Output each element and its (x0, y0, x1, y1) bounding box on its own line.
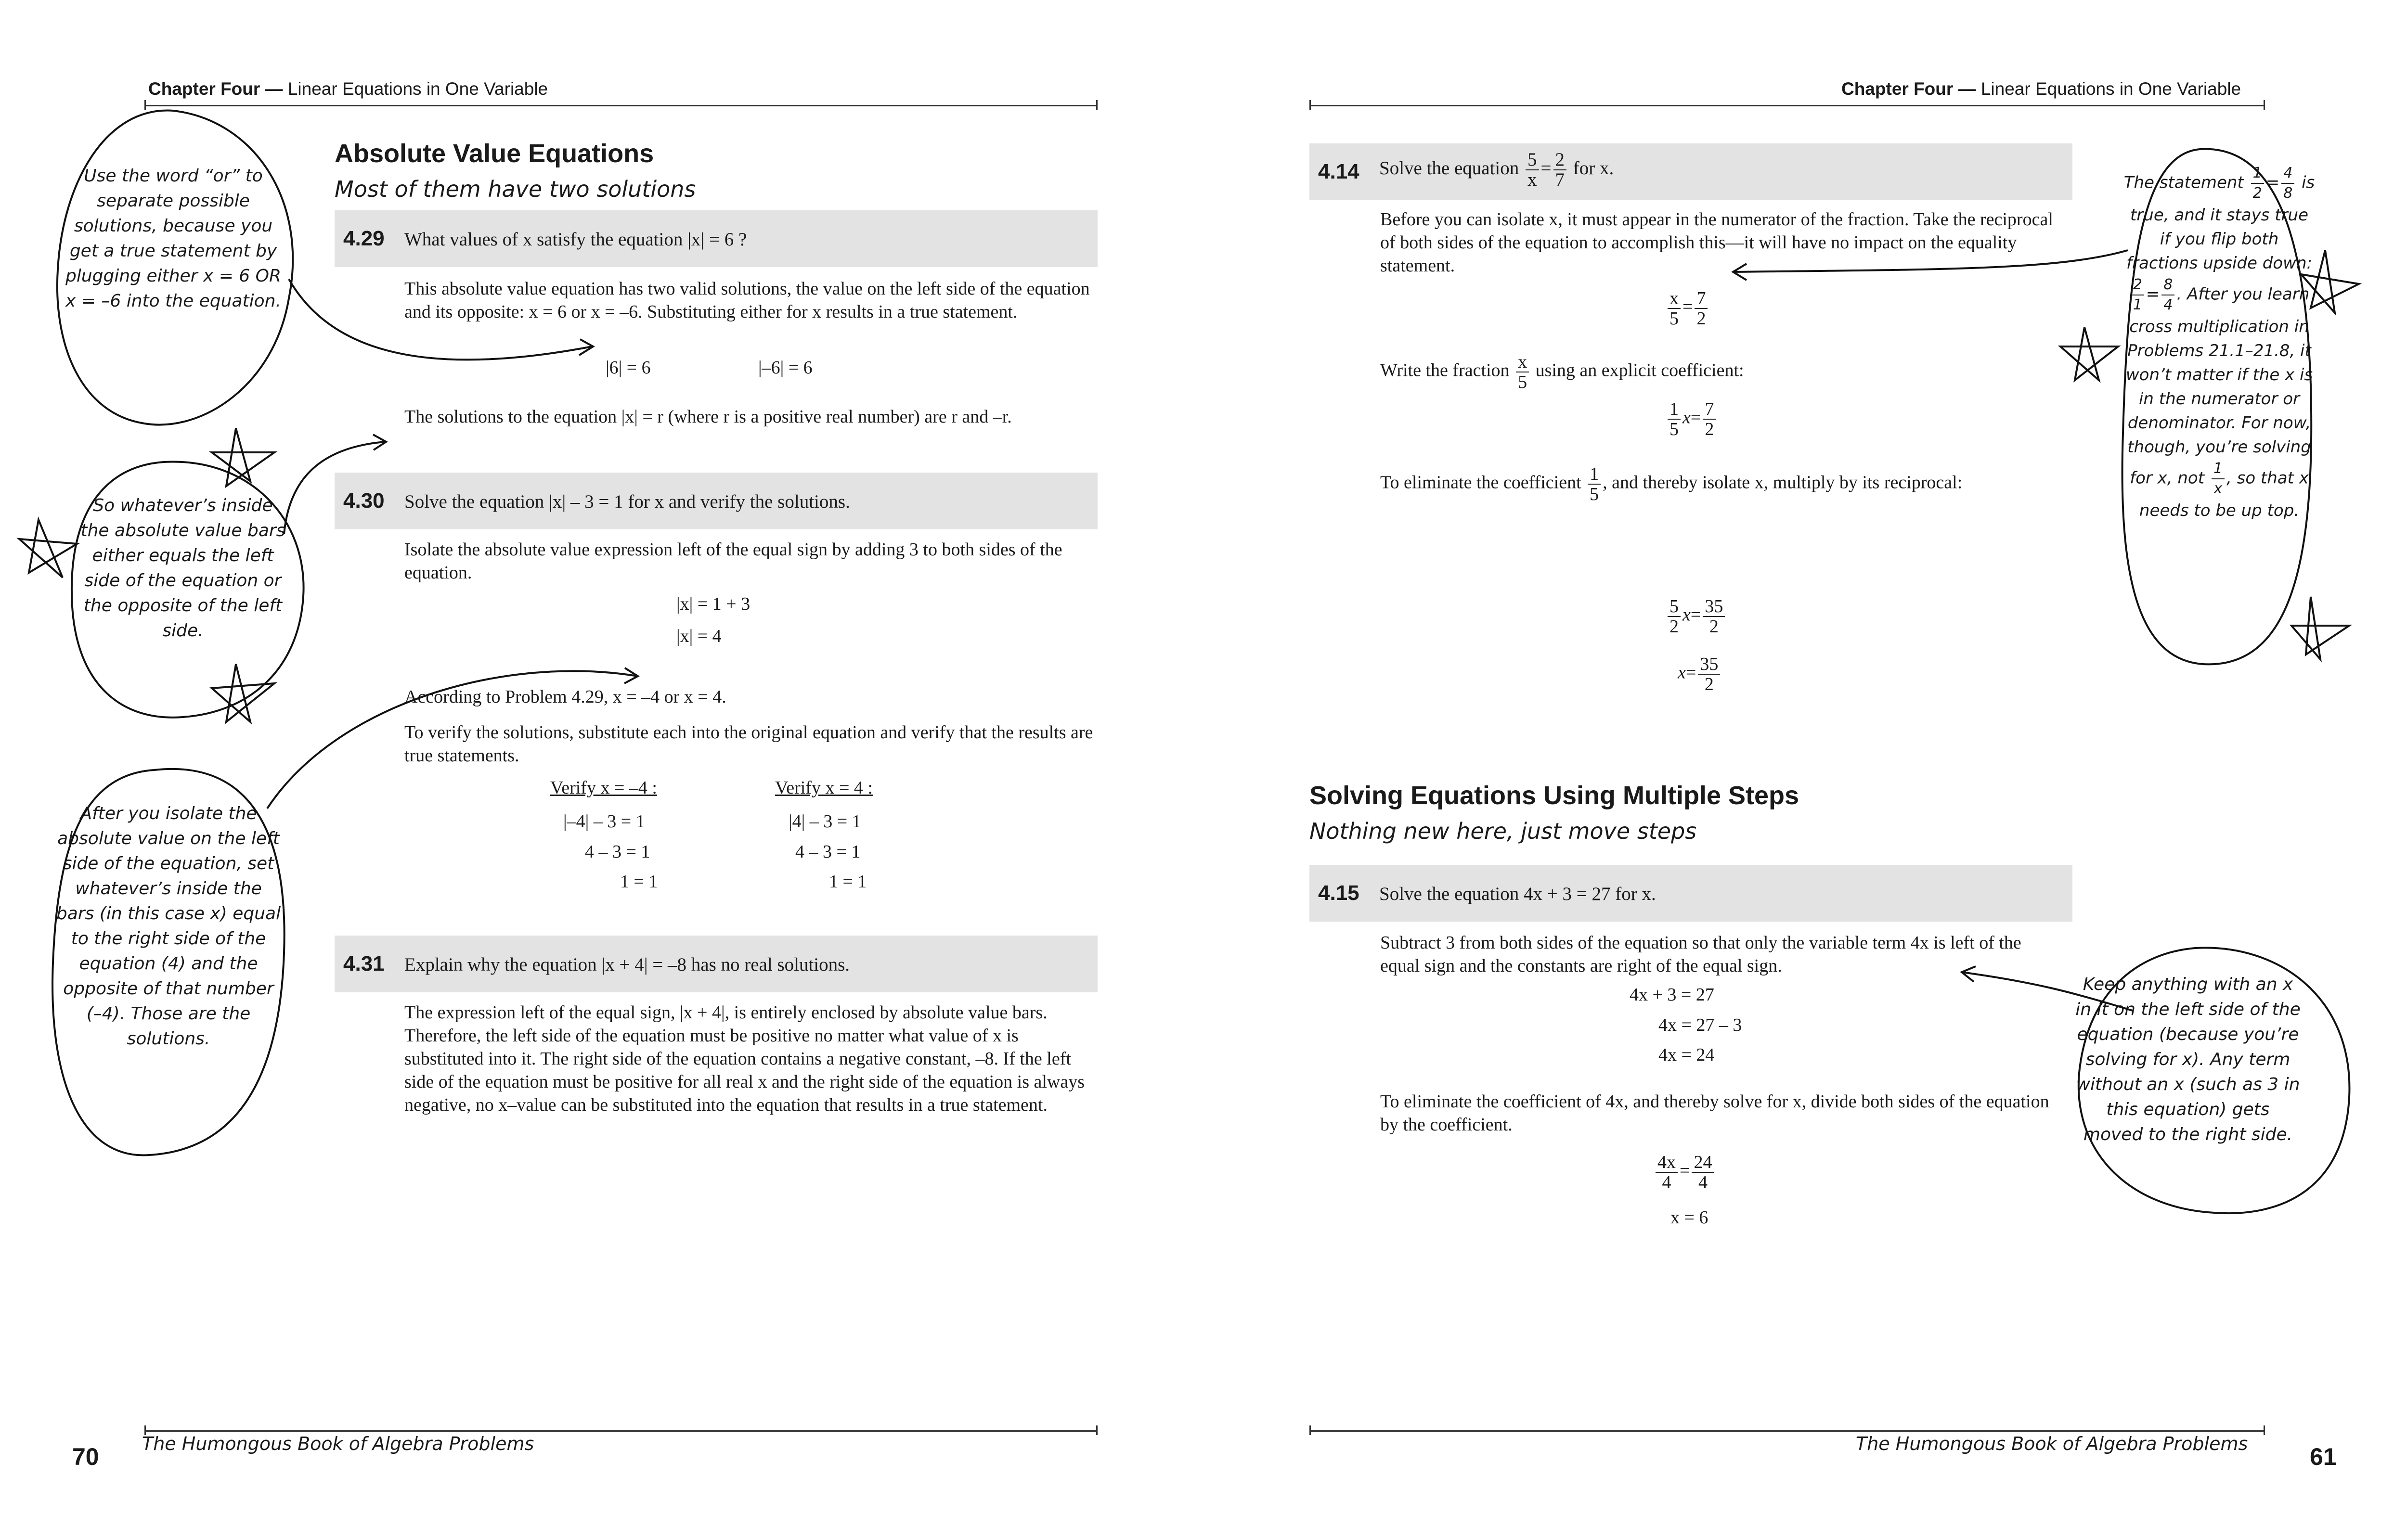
speech-bubble (52, 769, 285, 1155)
equation: $\frac{1}{5}$ x= $\frac{7}{2}$ (1666, 399, 1718, 439)
numerator: 2 (2131, 275, 2144, 295)
numerator: 7 (1695, 289, 1708, 309)
denominator: 2 (1709, 616, 1719, 637)
numerator: 5 (1526, 150, 1539, 170)
equation: x= $\frac{35}{2}$ (1678, 654, 1722, 694)
numerator: 24 (1692, 1153, 1714, 1173)
star (19, 520, 77, 578)
section-subtitle: Most of them have two solutions (335, 176, 696, 202)
equation: 4x + 3 = 27 (1630, 985, 1714, 1005)
equation: $\frac{4x}{4}$ = $\frac{24}{4}$ (1654, 1153, 1716, 1192)
solution-text: To verify the solutions, substitute each into the original equation and verify that the results are true statements. (404, 722, 1093, 766)
text: Write the fraction (1380, 360, 1510, 381)
speech-bubble (72, 462, 304, 717)
star (2291, 597, 2349, 659)
star (212, 428, 274, 486)
arrow (267, 671, 638, 808)
numerator: 35 (1703, 597, 1725, 617)
speech-bubble (2122, 149, 2312, 665)
solution-text: Before you can isolate x, it must appear in the numerator of the fraction. Take the reciprocal of both sides of the equation to accomplish this—it will have no impact on the equality statement. (1380, 209, 2053, 276)
equation: 4x = 24 (1658, 1045, 1715, 1065)
speech-bubble (2079, 948, 2350, 1213)
numerator: 8 (2161, 275, 2174, 295)
problem-question: Explain why the equation |x + 4| = –8 has no real solutions. (404, 954, 850, 975)
problem-question: What values of x satisfy the equation |x| = 6 ? (404, 229, 747, 250)
chapter-label: Chapter Four — (1841, 79, 1976, 99)
arrow (1733, 250, 2128, 272)
chapter-title: Linear Equations in One Variable (287, 79, 548, 99)
page-number: 70 (72, 1443, 99, 1470)
denominator: 5 (1669, 419, 1679, 439)
equation: |x| = 4 (676, 626, 722, 646)
section-subtitle: Nothing new here, just move steps (1309, 818, 1697, 844)
arrow (289, 279, 592, 359)
margin-note: Keep anything with an x in it on the left side of the equation (because you’re solving for x). Any term without an x (such as 3 in this equation) gets moved to the right side. (2075, 975, 2301, 1144)
question-text: Solve the equation (1379, 157, 1519, 179)
numerator: 5 (1668, 597, 1681, 617)
denominator: 4 (1698, 1172, 1708, 1193)
note-text: . After you learn cross multiplication in Problems 21.1–21.8, it won’t matter if the x is in the numerator or denominator. For now, though, you’re solving for x, not (2125, 284, 2313, 488)
solution-text: Isolate the absolute value expression left of the equal sign by adding 3 to both sides of the equation. (404, 539, 1062, 583)
star (2060, 327, 2118, 380)
denominator: 4 (1662, 1172, 1671, 1193)
denominator: 2 (1705, 419, 1714, 439)
star (2301, 250, 2359, 313)
equation: 1 = 1 (829, 872, 867, 892)
equation: $\frac{x}{5}$ = $\frac{7}{2}$ (1666, 289, 1709, 328)
numerator: x (1668, 289, 1681, 309)
equation: |–6| = 6 (758, 358, 813, 378)
problem-number: 4.14 (1318, 160, 1359, 183)
book-title: The Humongous Book of Algebra Problems (1856, 1433, 2248, 1454)
equation: 4x = 27 – 3 (1658, 1015, 1742, 1035)
problem-number: 4.31 (343, 952, 385, 975)
denominator: x (2213, 480, 2223, 497)
numerator: x (1516, 352, 1529, 372)
equation: x = 6 (1670, 1207, 1708, 1228)
numerator: 4 (2281, 164, 2294, 184)
problem-number: 4.15 (1318, 881, 1359, 905)
solution-text: According to Problem 4.29, x = –4 or x = 4. (404, 687, 726, 707)
margin-note: Use the word “or” to separate possible solutions, because you get a true statement by plugging either x = 6 OR x = –6 into the equation. (65, 166, 281, 311)
margin-note: After you isolate the absolute value on the left side of the equation, set whatever’s inside the bars (in this case x) equal to the right side of the equation (4) and the opposite of that number (–4). Those are the solutions. (56, 804, 281, 1049)
section-title: Solving Equations Using Multiple Steps (1309, 781, 1799, 810)
numerator: 7 (1703, 399, 1716, 420)
solution-text: To eliminate the coefficient of 4x, and thereby solve for x, divide both sides of the equation by the coefficient. (1380, 1091, 2049, 1135)
equation: 4 – 3 = 1 (795, 842, 861, 862)
equation: |x| = 1 + 3 (676, 594, 751, 614)
denominator: 5 (1590, 484, 1599, 504)
numerator: 4x (1656, 1153, 1678, 1173)
problem-number: 4.30 (343, 489, 385, 513)
note-text: is true, and it stays true if you flip both fractions upside down: (2126, 173, 2315, 273)
solution-text: This absolute value equation has two valid solutions, the value on the left side of the equation and its opposite: x = 6 or x = –6. Substituting either for x results in a true statement. (404, 279, 1090, 322)
arrow (1962, 972, 2133, 1011)
denominator: 8 (2283, 185, 2293, 202)
solution-text: Subtract 3 from both sides of the equation so that only the variable term 4x is left of the equal sign and the constants are right of the equal sign. (1380, 933, 2021, 976)
chapter-label: Chapter Four — (148, 79, 283, 99)
numerator: 2 (1553, 150, 1567, 170)
text: To eliminate the coefficient (1380, 472, 1581, 493)
denominator: 2 (2252, 185, 2262, 202)
equation: 1 = 1 (620, 872, 658, 892)
chapter-title: Linear Equations in One Variable (1980, 79, 2241, 99)
numerator: 35 (1698, 654, 1720, 675)
text: using an explicit coefficient: (1535, 360, 1744, 381)
verify-heading: Verify x = 4 : (775, 778, 873, 798)
page-number: 61 (2310, 1443, 2337, 1470)
problem-number: 4.29 (343, 227, 385, 250)
note-text: , so that x needs to be up top. (2139, 468, 2309, 520)
star (212, 664, 274, 722)
book-title: The Humongous Book of Algebra Problems (142, 1433, 534, 1454)
question-text: for x. (1573, 157, 1614, 179)
denominator: x (1527, 169, 1537, 190)
denominator: 1 (2133, 296, 2142, 313)
margin-note: The statement $\frac{1}{2}$ = $\frac{4}{8}$ is true, and it stays true if you flip both fractions upside down: $\frac{2}{1}$ = $\frac{8}{4}$ . After you learn cross multiplication in Problems 21.1–21.8, it won’t matter if the x is in the numerator or denominator. For now, though, you’re solving for x, not $\frac{1}{x}$ , so that x needs to be up top. (2123, 165, 2315, 520)
verify-heading: Verify x = –4 : (550, 778, 657, 798)
equation: |6| = 6 (606, 358, 651, 378)
margin-note: So whatever’s inside the absolute value bars either equals the left side of the equation or the opposite of the left side. (80, 496, 285, 641)
numerator: 1 (1588, 464, 1601, 485)
equation: |–4| – 3 = 1 (563, 811, 645, 832)
equation: |4| – 3 = 1 (789, 811, 861, 832)
numerator: 1 (1668, 399, 1681, 420)
arrow (284, 442, 385, 534)
solution-text: The solutions to the equation |x| = r (where r is a positive real number) are r and –r. (404, 407, 1012, 427)
denominator: 2 (1669, 616, 1679, 637)
denominator: 2 (1704, 674, 1714, 694)
speech-bubble (57, 111, 293, 425)
problem-question: Solve the equation |x| – 3 = 1 for x and verify the solutions. (404, 491, 850, 512)
equation: $\frac{5}{2}$ x= $\frac{35}{2}$ (1666, 597, 1727, 636)
numerator: 1 (2212, 459, 2225, 479)
problem-question: Solve the equation $\frac{5}{x}$ = $\frac{2}{7}$ for x. (1379, 149, 1614, 190)
text: , and thereby isolate x, multiply by its reciprocal: (1603, 472, 1963, 493)
problem-question: Solve the equation 4x + 3 = 27 for x. (1379, 884, 1656, 904)
denominator: 2 (1696, 308, 1706, 329)
denominator: 5 (1669, 308, 1679, 329)
section-title: Absolute Value Equations (335, 139, 654, 168)
note-text: The statement (2123, 173, 2244, 192)
denominator: 5 (1518, 372, 1527, 392)
denominator: 4 (2163, 296, 2173, 313)
numerator: 1 (2251, 164, 2264, 184)
equation: 4 – 3 = 1 (585, 842, 650, 862)
solution-text: The expression left of the equal sign, |x + 4|, is entirely enclosed by absolute value bars. Therefore, the left side of the equation must be positive no matter what value of x is substituted into it. The right side of the equation contains a negative constant, –8. If the left side of the equation must be positive for all real x and the right side of the equation is always negative, no x–value can be substituted into the equation that results in a true statement. (404, 1002, 1085, 1115)
denominator: 7 (1555, 169, 1565, 190)
